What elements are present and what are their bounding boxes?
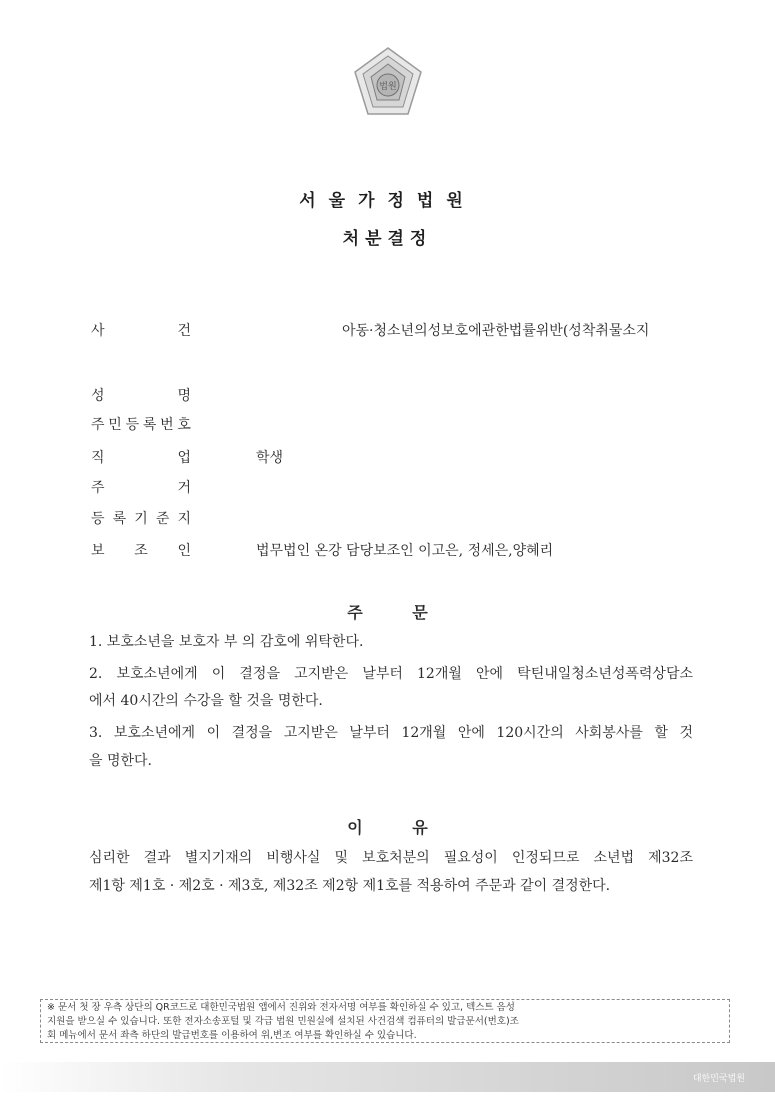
court-name: 서울가정법원 xyxy=(299,191,476,211)
field-value: 법무법인 온강 담당보조인 이고은, 정세은,양혜리 xyxy=(256,543,554,559)
field-label-char: 거 xyxy=(177,480,191,496)
reason-line: 심리한 결과 별지기재의 비행사실 및 보호처분의 필요성이 인정되므로 소년법 제32조 xyxy=(89,850,693,866)
field-label-char: 성 xyxy=(91,388,105,404)
field-label xyxy=(91,414,191,434)
field-label-char: 업 xyxy=(177,450,191,466)
field-label xyxy=(91,320,191,340)
field-label-char: 직 xyxy=(91,450,105,466)
field-label-char: 인 xyxy=(177,543,191,559)
disposition-line: 3. 보호소년에게 이 결정을 고지받은 날부터 12개월 안에 120시간의 사회봉사를 할 것 xyxy=(89,725,693,741)
disposition-heading: 주 문 xyxy=(347,603,428,622)
field-label-char: 조 xyxy=(134,543,148,559)
verification-notice xyxy=(40,999,730,1043)
field-value: 학생 xyxy=(256,450,284,466)
field-label-char: 호 xyxy=(177,417,191,433)
field-label-char: 준 xyxy=(155,511,170,527)
field-label-char: 록 xyxy=(142,417,157,433)
field-value: 아동·청소년의성보호에관한법률위반(성착취물소지 xyxy=(342,323,650,339)
notice-line: 지원을 받으실 수 있습니다. 또한 전자소송포털 및 각급 법원 민원실에 설치된 사건검색 컴퓨터의 발급문서(번호)조 xyxy=(47,1016,519,1027)
disposition-line: 에서 40시간의 수강을 할 것을 명한다. xyxy=(89,693,323,709)
field-label-char: 주 xyxy=(91,417,105,433)
field-label xyxy=(91,447,191,467)
field-label-char: 사 xyxy=(91,323,105,339)
notice-line: ※ 문서 첫 장 우측 상단의 QR코드로 대한민국법원 앱에서 진위와 전자서명 여부를 확인하실 수 있고, 텍스트 음성 xyxy=(47,1002,515,1013)
disposition-line: 을 명한다. xyxy=(89,753,152,769)
disposition-line: 2. 보호소년에게 이 결정을 고지받은 날부터 12개월 안에 탁틴내일청소년성폭력상담소 xyxy=(89,666,693,682)
field-label-char: 보 xyxy=(91,543,105,559)
field-label xyxy=(91,540,191,560)
field-label xyxy=(91,385,191,405)
field-label-char: 번 xyxy=(160,417,174,433)
field-label-char: 등 xyxy=(91,511,105,527)
reason-line: 제1항 제1호 · 제2호 · 제3호, 제32조 제2항 제1호를 적용하여 주문과 같이 결정한다. xyxy=(89,878,611,894)
notice-line: 회 메뉴에서 문서 좌측 하단의 발급번호를 이용하여 위,변조 여부를 확인하실 수 있습니다. xyxy=(47,1030,417,1041)
court-emblem xyxy=(353,46,423,118)
field-label xyxy=(91,477,191,497)
field-label-char: 건 xyxy=(177,323,191,339)
field-label xyxy=(91,508,191,528)
field-label-char: 기 xyxy=(134,511,148,527)
field-label-char: 민 xyxy=(108,417,122,433)
reason-heading: 이 유 xyxy=(347,818,428,837)
field-label-char: 명 xyxy=(177,388,191,404)
field-label-char: 주 xyxy=(91,480,105,496)
footer-bar xyxy=(0,1062,775,1092)
disposition-line: 1. 보호소년을 보호자 부 의 감호에 위탁한다. xyxy=(89,634,364,650)
footer-court-mark: 대한민국법원 xyxy=(692,1074,745,1084)
document-title: 처분결정 xyxy=(342,229,433,249)
field-label-char: 지 xyxy=(177,511,191,527)
svg-text:법원: 법원 xyxy=(379,82,397,92)
court-seal-icon xyxy=(353,46,423,118)
field-label-char: 록 xyxy=(112,511,127,527)
field-label-char: 등 xyxy=(125,417,140,433)
